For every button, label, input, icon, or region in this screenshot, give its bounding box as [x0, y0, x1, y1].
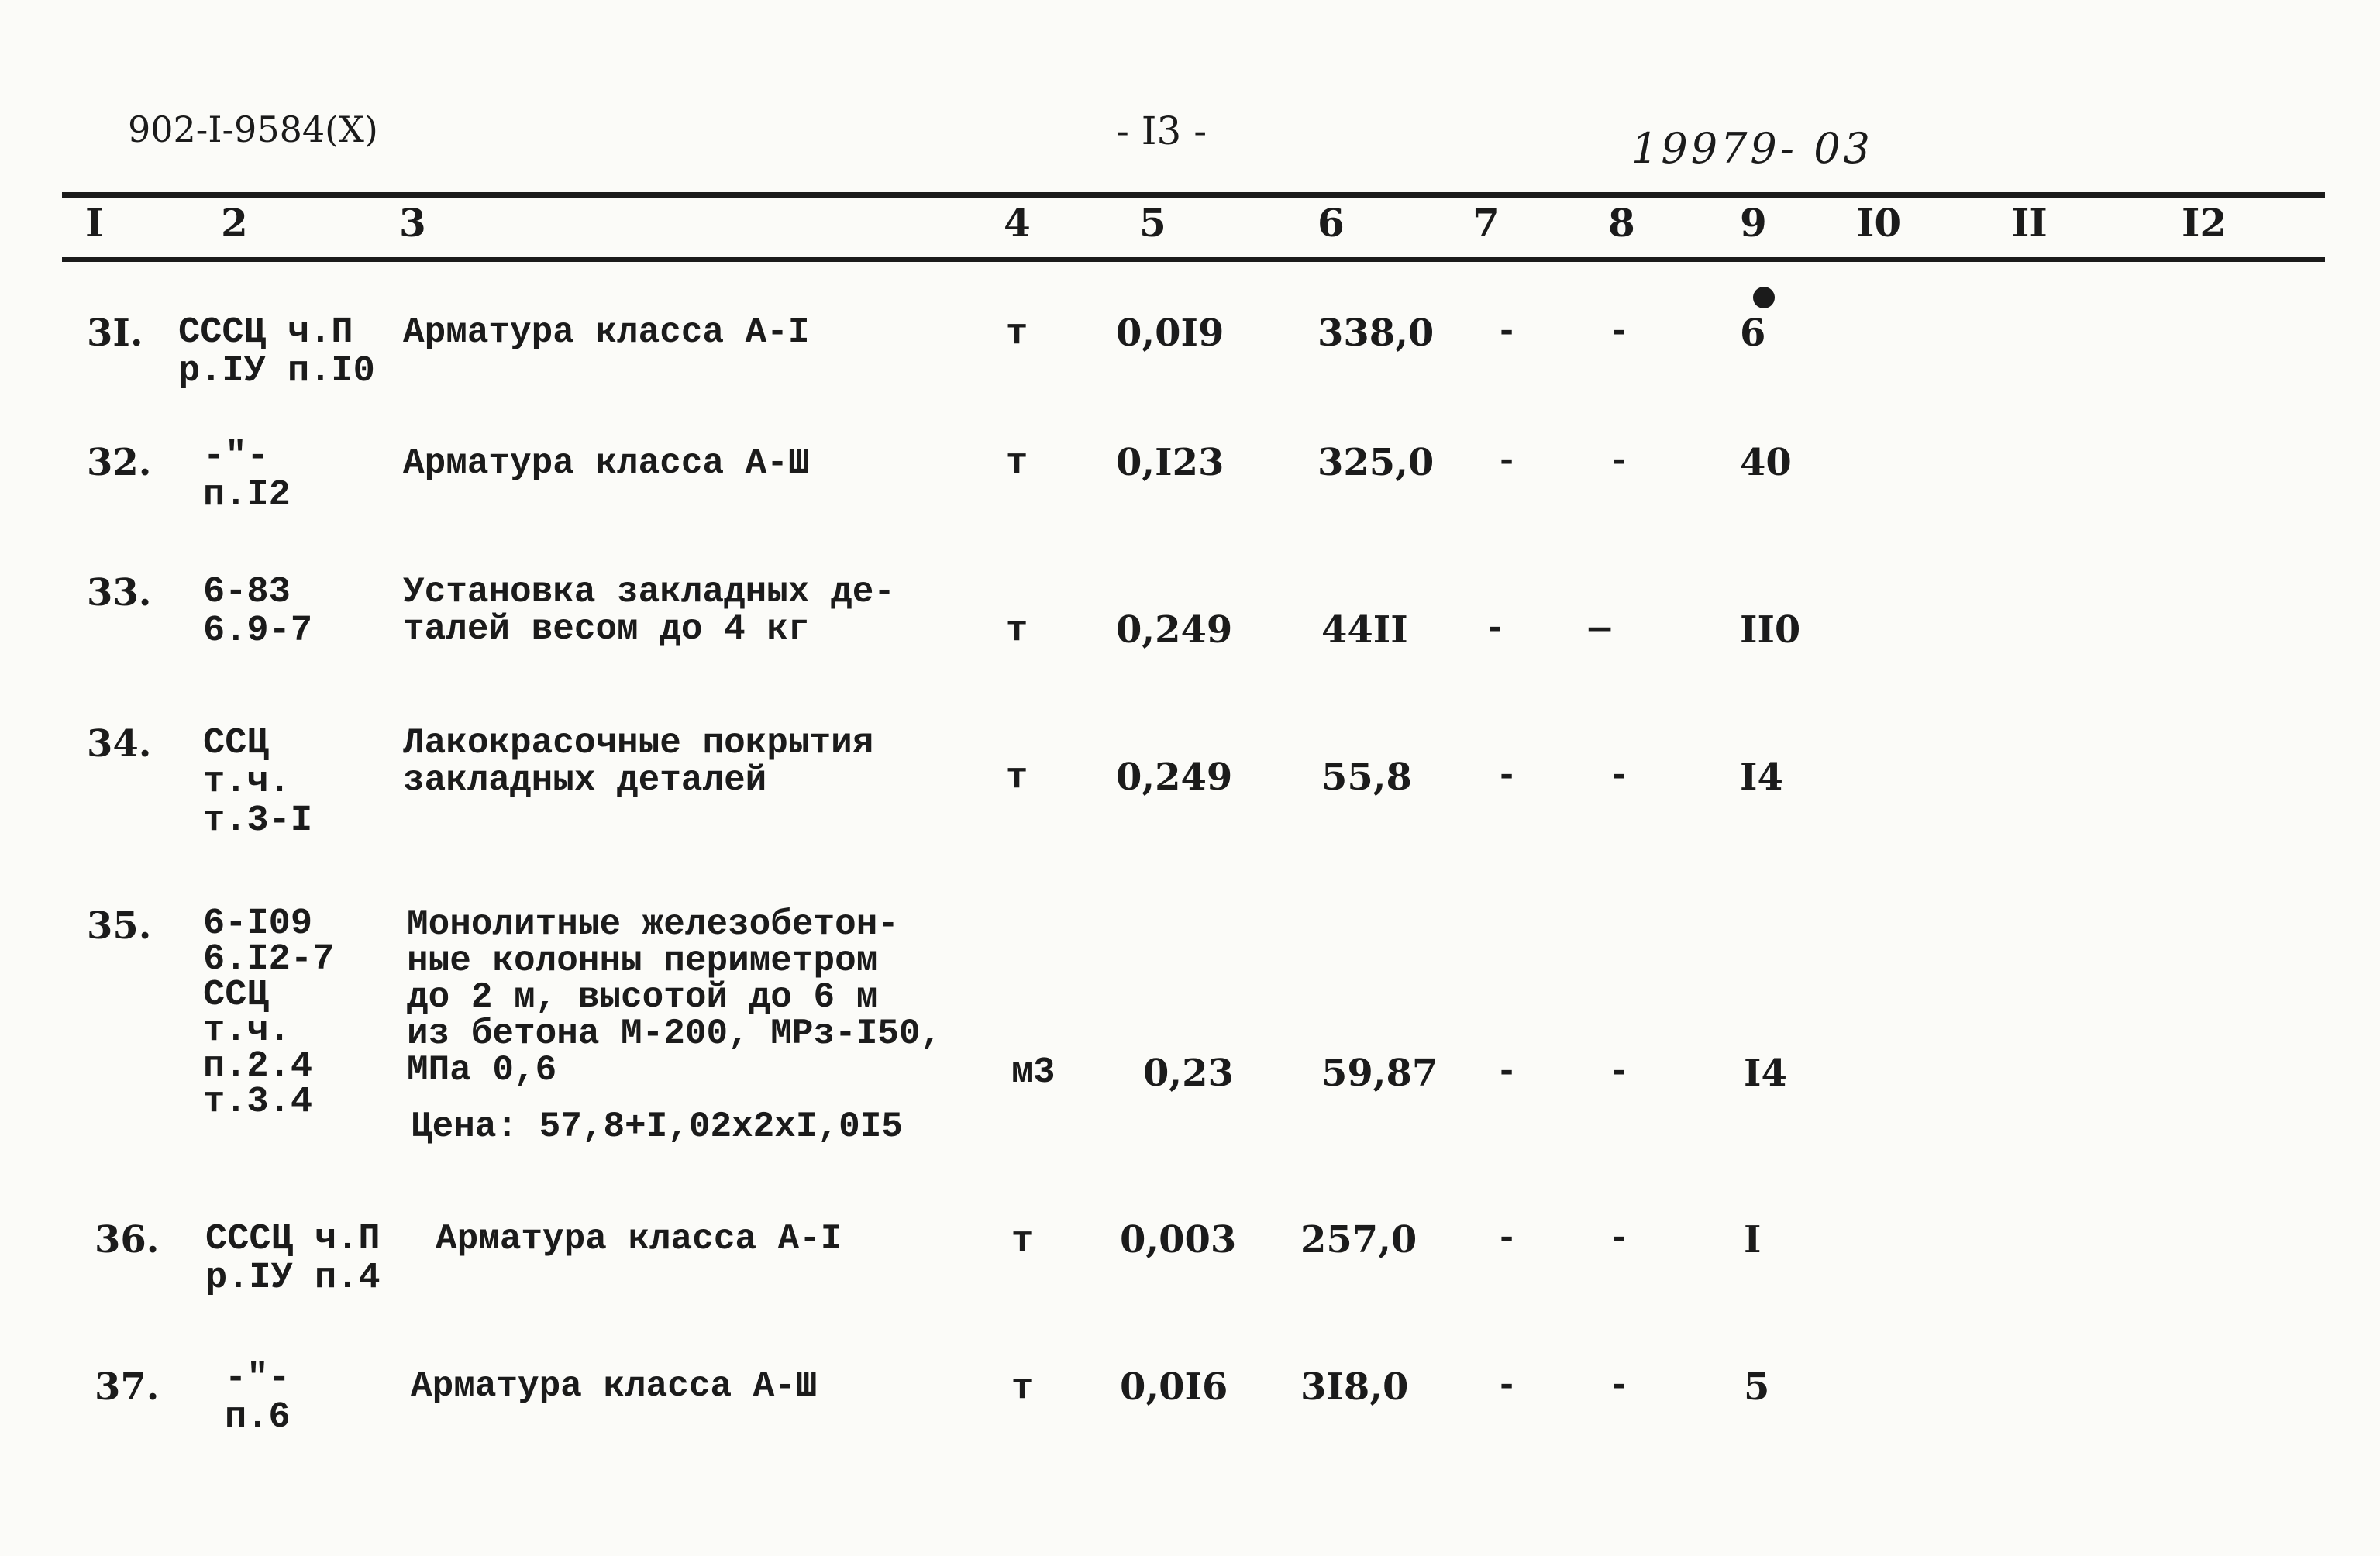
row-description: Арматура класса А-Ш: [411, 1366, 818, 1406]
column-header-5: 5: [1139, 200, 1166, 246]
row-col8: -: [1608, 1052, 1631, 1093]
row-reference: ССЦ т.ч. т.3-I: [203, 723, 313, 842]
row-col8: —: [1589, 609, 1611, 650]
row-quantity: 0,249: [1116, 608, 1233, 652]
column-header-10: I0: [1856, 200, 1902, 246]
row-col9: 6: [1740, 312, 1766, 355]
row-price: 44II: [1321, 608, 1408, 652]
row-col7: -: [1496, 1052, 1518, 1093]
row-col7: -: [1496, 442, 1518, 483]
row-description: Арматура класса А-I: [403, 312, 810, 353]
row-number: 36.: [95, 1218, 160, 1262]
row-unit: т: [1006, 443, 1028, 484]
row-col8: -: [1608, 1366, 1631, 1407]
column-header-8: 8: [1608, 200, 1635, 246]
row-col9: I4: [1740, 756, 1783, 799]
column-header-12: I2: [2182, 200, 2227, 246]
row-col9: I4: [1744, 1052, 1787, 1095]
row-description: Лакокрасочные покрытия закладных деталей: [403, 723, 874, 800]
row-reference: 6-I09 6.I2-7 ССЦ т.ч. п.2.4 т.3.4: [203, 904, 335, 1123]
row-col7: -: [1496, 756, 1518, 797]
row-reference: 6-83 6.9-7: [203, 572, 313, 652]
row-col7: -: [1496, 312, 1518, 353]
handwritten-stamp-number: 19979- 03: [1631, 124, 1873, 173]
row-number: 34.: [87, 722, 152, 766]
row-col8: -: [1608, 442, 1631, 483]
document-code: 902-I-9584(X): [128, 108, 378, 150]
row-unit: т: [1011, 1368, 1034, 1410]
row-price: 338,0: [1317, 312, 1435, 355]
row-unit: т: [1006, 314, 1028, 355]
row-quantity: 0,I23: [1116, 441, 1224, 484]
column-header-7: 7: [1472, 200, 1500, 246]
row-col9: I: [1744, 1218, 1762, 1262]
row-price: 257,0: [1300, 1218, 1417, 1262]
column-header-6: 6: [1317, 200, 1345, 246]
row-unit: т: [1006, 758, 1028, 799]
row-quantity: 0,0I9: [1116, 312, 1224, 355]
row-number: 35.: [87, 904, 152, 948]
row-unit: т: [1011, 1221, 1034, 1262]
page-number: - I3 -: [1116, 108, 1207, 153]
row-description: Арматура класса А-Ш: [403, 443, 810, 484]
row-description: Монолитные железобетон- ные колонны периметром до 2 м, высотой до 6 м из бетона М-200, МРз-I50, МПа 0,6: [407, 904, 942, 1090]
row-quantity: 0,003: [1120, 1218, 1237, 1262]
column-header-3: 3: [399, 200, 426, 246]
column-header-11: II: [2011, 200, 2048, 246]
row-price: 55,8: [1321, 756, 1412, 799]
row-unit: т: [1006, 611, 1028, 652]
row-unit: м3: [1011, 1052, 1056, 1093]
row-col8: -: [1608, 1219, 1631, 1260]
row-col7: -: [1496, 1366, 1518, 1407]
row-col9: II0: [1740, 608, 1801, 652]
row-reference: -"- п.6: [225, 1358, 291, 1438]
row-col9: 40: [1740, 441, 1792, 484]
column-header-2: 2: [221, 200, 248, 246]
row-quantity: 0,249: [1116, 756, 1233, 799]
row-price: 325,0: [1317, 441, 1435, 484]
row-description: Установка закладных де- талей весом до 4 кг: [403, 572, 895, 649]
row-number: 32.: [87, 441, 152, 484]
ink-dot-mark: [1753, 287, 1775, 308]
header-bottom-rule: [62, 257, 2325, 262]
row-quantity: 0,0I6: [1120, 1365, 1228, 1409]
column-header-9: 9: [1740, 200, 1767, 246]
row-description: Арматура класса А-I: [436, 1219, 842, 1259]
row-number: 33.: [87, 571, 152, 614]
row-number: 37.: [95, 1365, 160, 1409]
column-header-4: 4: [1004, 200, 1031, 246]
column-header-1: I: [85, 200, 104, 246]
row-col7: -: [1496, 1219, 1518, 1260]
row-reference: -"- п.I2: [203, 436, 291, 516]
row-price-note: Цена: 57,8+I,02х2хI,0I5: [411, 1107, 903, 1147]
row-reference: СССЦ ч.П р.IУ п.I0: [178, 312, 375, 392]
row-price: 3I8,0: [1300, 1365, 1409, 1409]
row-col8: -: [1608, 756, 1631, 797]
row-reference: СССЦ ч.П р.IУ п.4: [205, 1219, 381, 1299]
row-price: 59,87: [1321, 1052, 1438, 1095]
table-top-rule: [62, 192, 2325, 198]
row-col7: -: [1484, 609, 1507, 650]
row-col8: -: [1608, 312, 1631, 353]
row-col9: 5: [1744, 1365, 1770, 1409]
row-number: 3I.: [87, 312, 143, 355]
row-quantity: 0,23: [1143, 1052, 1234, 1095]
